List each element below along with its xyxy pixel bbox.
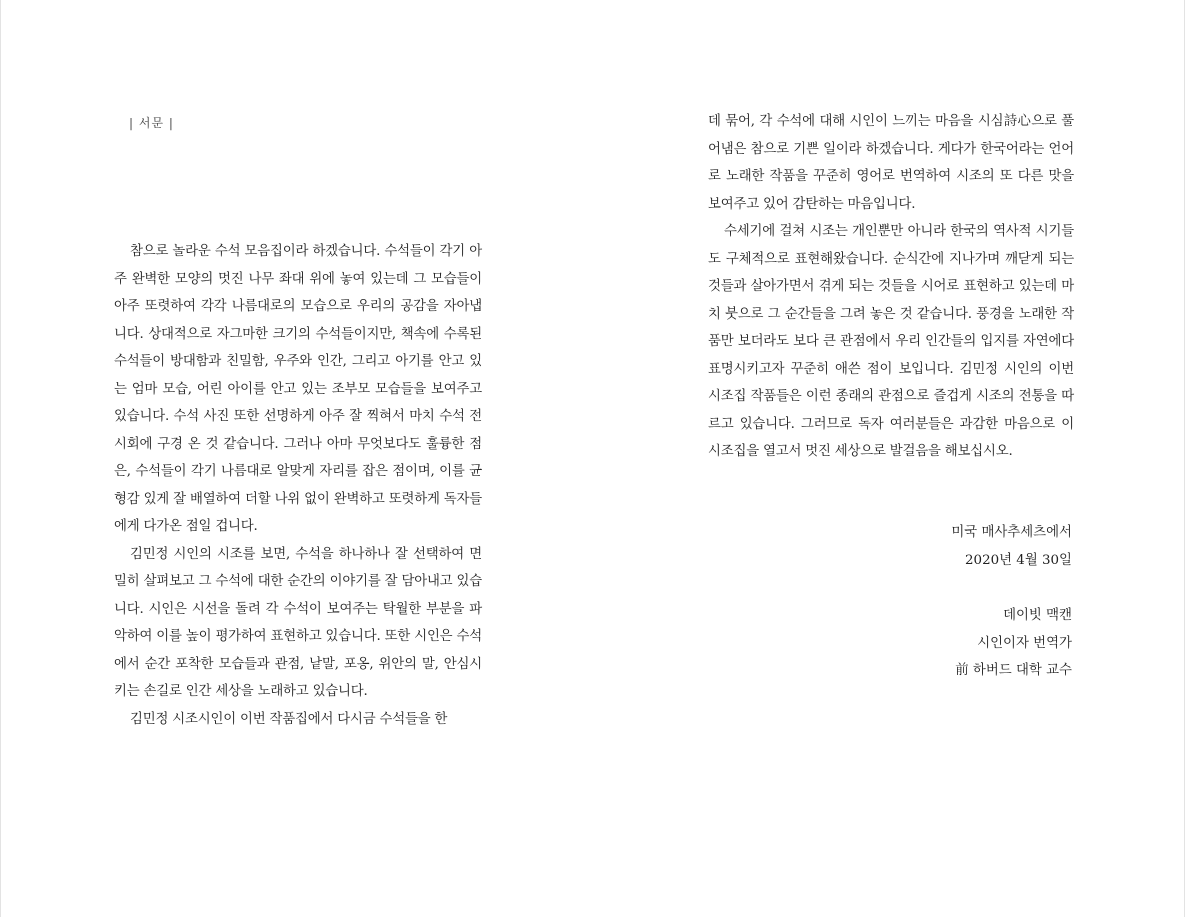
- paragraph: 데 묶어, 각 수석에 대해 시인이 느끼는 마음을 시심詩心으로 풀어냄은 참으로 기쁜 일이라 하겠습니다. 게다가 한국어라는 언어로 노래한 작품을 꾸준히 영어로 번역하여 시조의 또 다른 맛을 보여주고 있어 감탄하는 마음입니다.: [708, 114, 1074, 212]
- signature-author: [772, 602, 1072, 685]
- signature-date: 2020년 4월 30일: [965, 552, 1072, 568]
- paragraph: 수세기에 걸쳐 시조는 개인뿐만 아니라 한국의 역사적 시기들도 구체적으로 표현해왔습니다. 순식간에 지나가며 깨닫게 되는 것들과 살아가면서 겪게 되는 것들을 시어로 표현하고 있는데 마치 붓으로 그 순간들을 그려 놓은 것 같습니다. 풍경을 노래한 작품만 보더라도 보다 큰 관점에서 우리 인간들의 입지를 자연에다 표명시키고자 꾸준히 애쓴 점이 보입니다. 김민정 시인의 이번 시조집 작품들은 이런 종래의 관점으로 즐겁게 시조의 전통을 따르고 있습니다. 그러므로 독자 여러분들은 과감한 마음으로 이 시조집을 열고서 멋진 세상으로 발걸음을 해보십시오.: [708, 224, 1074, 459]
- author-role: 시인이자 번역가: [977, 635, 1072, 651]
- paragraph: 김민정 시인의 시조를 보면, 수석을 하나하나 잘 선택하여 면밀히 살펴보고 그 수석에 대한 순간의 이야기를 잘 담아내고 있습니다. 시인은 시선을 돌려 각 수석이 보여주는 탁월한 부분을 파악하여 이를 높이 평가하여 표현하고 있습니다. 또한 시인은 수석에서 순간 포착한 모습들과 관점, 낱말, 포옹, 위안의 말, 안심시키는 손길로 인간 세상을 노래하고 있습니다.: [114, 546, 482, 699]
- section-header: | 서문 |: [129, 116, 174, 130]
- signature-location: 미국 매사추세츠에서: [951, 525, 1072, 540]
- paragraph: 참으로 놀라운 수석 모음집이라 하겠습니다. 수석들이 각기 아주 완벽한 모양의 멋진 나무 좌대 위에 놓여 있는데 그 모습들이 아주 또렷하여 각각 나름대로의 모습으로 우리의 공감을 자아냅니다. 상대적으로 자그마한 크기의 수석들이지만, 책속에 수록된 수석들이 방대함과 친밀함, 우주와 인간, 그리고 아기를 안고 있는 엄마 모습, 어린 아이를 안고 있는 조부모 모습들을 보여주고 있습니다. 수석 사진 또한 선명하게 아주 잘 찍혀서 마치 수석 전시회에 구경 온 것 같습니다. 그러나 아마 무엇보다도 훌륭한 점은, 수석들이 각기 나름대로 알맞게 자리를 잡은 점이며, 이를 균형감 있게 잘 배열하여 더할 나위 없이 완벽하고 또렷하게 독자들에게 다가온 점일 겁니다.: [114, 244, 482, 534]
- right-page: [708, 108, 1074, 466]
- author-title: 前 하버드 대학 교수: [955, 663, 1072, 678]
- signature-place-date: [772, 519, 1072, 574]
- paragraph: 김민정 시조시인이 이번 작품집에서 다시금 수석들을 한: [130, 711, 448, 727]
- left-page: [114, 238, 482, 733]
- author-name: 데이빗 맥캔: [1003, 608, 1072, 623]
